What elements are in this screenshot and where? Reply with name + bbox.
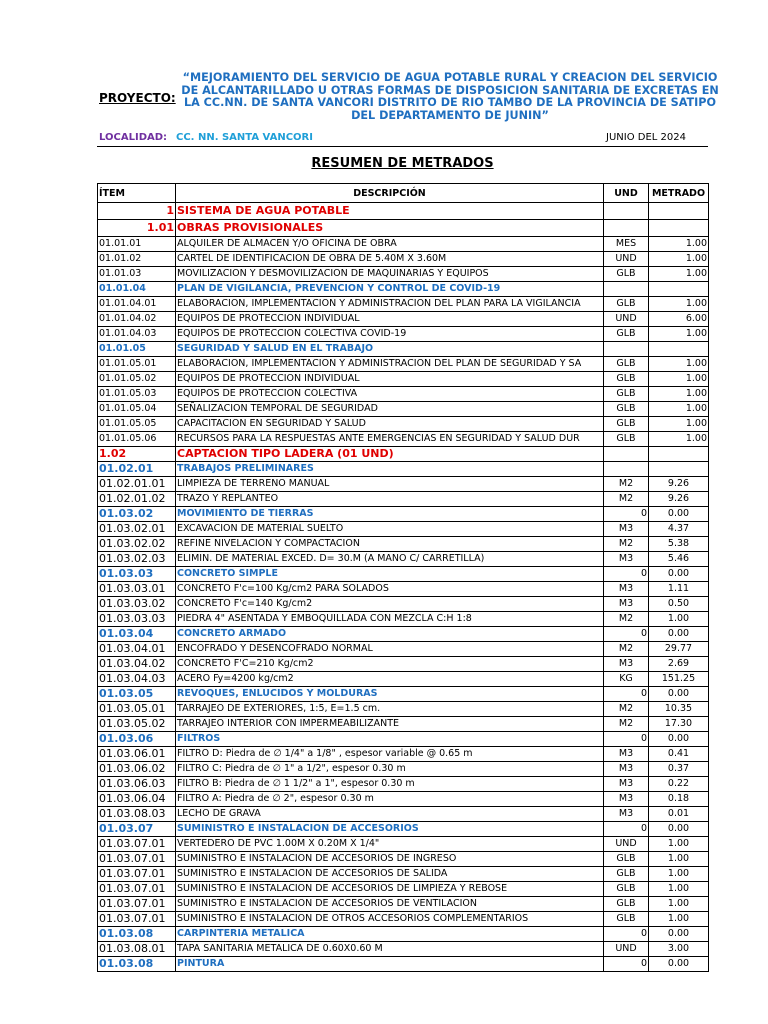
table-row xyxy=(98,927,709,942)
cell-descripcion: EQUIPOS DE PROTECCION COLECTIVA xyxy=(176,387,604,402)
cell-und: 0 xyxy=(604,927,649,942)
table-row xyxy=(98,387,709,402)
cell-und: M3 xyxy=(604,762,649,777)
table-row xyxy=(98,297,709,312)
cell-metrado: 1.00 xyxy=(649,267,709,282)
cell-metrado xyxy=(649,282,709,297)
cell-metrado: 0.00 xyxy=(649,732,709,747)
cell-und: 0 xyxy=(604,822,649,837)
cell-item: 01.02.01.02 xyxy=(98,492,176,507)
cell-descripcion: CONCRETO SIMPLE xyxy=(176,567,604,582)
cell-und: GLB xyxy=(604,387,649,402)
cell-item: 01.03.04 xyxy=(98,627,176,642)
cell-descripcion: SUMINISTRO E INSTALACION DE ACCESORIOS DE SALIDA xyxy=(176,867,604,882)
cell-item: 01.03.06.04 xyxy=(98,792,176,807)
table-row xyxy=(98,627,709,642)
table-row xyxy=(98,837,709,852)
table-row xyxy=(98,747,709,762)
cell-und: M3 xyxy=(604,777,649,792)
cell-descripcion: CAPTACION TIPO LADERA (01 UND) xyxy=(176,447,604,462)
cell-item: 01.03.03.01 xyxy=(98,582,176,597)
table-row xyxy=(98,852,709,867)
cell-item: 01.01.05.05 xyxy=(98,417,176,432)
cell-und: 0 xyxy=(604,687,649,702)
cell-und: 0 xyxy=(604,567,649,582)
table-row xyxy=(98,702,709,717)
cell-und: M3 xyxy=(604,582,649,597)
cell-descripcion: FILTRO D: Piedra de ∅ 1/4" a 1/8" , espesor variable @ 0.65 m xyxy=(176,747,604,762)
cell-item: 01.03.03 xyxy=(98,567,176,582)
cell-descripcion: SUMINISTRO E INSTALACION DE ACCESORIOS DE VENTILACION xyxy=(176,897,604,912)
table-row xyxy=(98,762,709,777)
cell-und xyxy=(604,220,649,237)
cell-und xyxy=(604,447,649,462)
cell-descripcion: PIEDRA 4" ASENTADA Y EMBOQUILLADA CON MEZCLA C:H 1:8 xyxy=(176,612,604,627)
cell-metrado: 10.35 xyxy=(649,702,709,717)
table-header-row xyxy=(98,184,709,203)
cell-descripcion: RECURSOS PARA LA RESPUESTAS ANTE EMERGENCIAS EN SEGURIDAD Y SALUD DUR xyxy=(176,432,604,447)
cell-metrado: 1.00 xyxy=(649,882,709,897)
cell-descripcion: ENCOFRADO Y DESENCOFRADO NORMAL xyxy=(176,642,604,657)
cell-item: 01.01.05.06 xyxy=(98,432,176,447)
cell-descripcion: CONCRETO ARMADO xyxy=(176,627,604,642)
cell-descripcion: PINTURA xyxy=(176,957,604,972)
table-row xyxy=(98,267,709,282)
cell-item: 01.03.05 xyxy=(98,687,176,702)
cell-item: 01.03.04.01 xyxy=(98,642,176,657)
cell-metrado: 0.41 xyxy=(649,747,709,762)
table-row xyxy=(98,897,709,912)
cell-item: 01.02.01 xyxy=(98,462,176,477)
table-row xyxy=(98,822,709,837)
cell-descripcion: LECHO DE GRAVA xyxy=(176,807,604,822)
cell-descripcion: SUMINISTRO E INSTALACION DE ACCESORIOS xyxy=(176,822,604,837)
cell-descripcion: SEGURIDAD Y SALUD EN EL TRABAJO xyxy=(176,342,604,357)
cell-und: GLB xyxy=(604,417,649,432)
cell-metrado: 0.00 xyxy=(649,822,709,837)
table-row xyxy=(98,792,709,807)
resumen-title: RESUMEN DE METRADOS xyxy=(311,156,494,171)
cell-item: 01.01.04 xyxy=(98,282,176,297)
table-row xyxy=(98,372,709,387)
cell-und: M3 xyxy=(604,807,649,822)
cell-und: GLB xyxy=(604,357,649,372)
cell-und xyxy=(604,462,649,477)
cell-metrado: 5.38 xyxy=(649,537,709,552)
cell-metrado: 0.01 xyxy=(649,807,709,822)
header-divider xyxy=(97,146,708,147)
cell-item: 01.03.08 xyxy=(98,927,176,942)
cell-descripcion: TRAZO Y REPLANTEO xyxy=(176,492,604,507)
cell-descripcion: CARTEL DE IDENTIFICACION DE OBRA DE 5.40M X 3.60M xyxy=(176,252,604,267)
cell-descripcion: FILTRO A: Piedra de ∅ 2", espesor 0.30 m xyxy=(176,792,604,807)
header-descripcion: DESCRIPCIÓN xyxy=(176,184,604,203)
cell-metrado xyxy=(649,462,709,477)
cell-metrado: 1.00 xyxy=(649,867,709,882)
cell-metrado: 6.00 xyxy=(649,312,709,327)
cell-metrado: 1.00 xyxy=(649,837,709,852)
cell-und: UND xyxy=(604,837,649,852)
cell-metrado: 0.22 xyxy=(649,777,709,792)
cell-descripcion: EQUIPOS DE PROTECCION INDIVIDUAL xyxy=(176,312,604,327)
header-metrado: METRADO xyxy=(649,184,709,203)
cell-descripcion: OBRAS PROVISIONALES xyxy=(176,220,604,237)
cell-metrado: 1.00 xyxy=(649,912,709,927)
table-row xyxy=(98,657,709,672)
cell-item: 01.01.04.02 xyxy=(98,312,176,327)
cell-descripcion: MOVILIZACION Y DESMOVILIZACION DE MAQUINARIAS Y EQUIPOS xyxy=(176,267,604,282)
cell-descripcion: REVOQUES, ENLUCIDOS Y MOLDURAS xyxy=(176,687,604,702)
cell-item: 01.01.05.04 xyxy=(98,402,176,417)
table-row xyxy=(98,882,709,897)
table-row xyxy=(98,567,709,582)
proyecto-label: PROYECTO: xyxy=(99,91,176,105)
header-item: ÍTEM xyxy=(98,184,176,203)
table-row xyxy=(98,717,709,732)
cell-item: 01.01.03 xyxy=(98,267,176,282)
cell-descripcion: REFINE NIVELACION Y COMPACTACION xyxy=(176,537,604,552)
cell-item: 01.03.04.02 xyxy=(98,657,176,672)
cell-und: GLB xyxy=(604,867,649,882)
cell-metrado: 29.77 xyxy=(649,642,709,657)
cell-und: M2 xyxy=(604,702,649,717)
cell-item: 01.03.05.01 xyxy=(98,702,176,717)
cell-und xyxy=(604,203,649,220)
cell-descripcion: ELIMIN. DE MATERIAL EXCED. D= 30.M (A MANO C/ CARRETILLA) xyxy=(176,552,604,567)
cell-descripcion: SISTEMA DE AGUA POTABLE xyxy=(176,203,604,220)
cell-und: 0 xyxy=(604,732,649,747)
cell-item: 01.03.07 xyxy=(98,822,176,837)
cell-und: M2 xyxy=(604,717,649,732)
cell-und: MES xyxy=(604,237,649,252)
cell-und: M3 xyxy=(604,597,649,612)
cell-metrado: 1.00 xyxy=(649,897,709,912)
cell-descripcion: PLAN DE VIGILANCIA, PREVENCION Y CONTROL DE COVID-19 xyxy=(176,282,604,297)
table-row xyxy=(98,552,709,567)
cell-metrado: 0.00 xyxy=(649,687,709,702)
cell-item: 01.03.07.01 xyxy=(98,897,176,912)
cell-metrado: 1.00 xyxy=(649,372,709,387)
table-row xyxy=(98,342,709,357)
table-row xyxy=(98,312,709,327)
cell-metrado: 4.37 xyxy=(649,522,709,537)
cell-metrado xyxy=(649,203,709,220)
cell-descripcion: FILTRO C: Piedra de ∅ 1" a 1/2", espesor 0.30 m xyxy=(176,762,604,777)
metrados-table xyxy=(97,183,709,972)
cell-und: M3 xyxy=(604,792,649,807)
cell-metrado: 0.00 xyxy=(649,957,709,972)
table-row xyxy=(98,537,709,552)
cell-metrado: 0.37 xyxy=(649,762,709,777)
cell-und: M3 xyxy=(604,747,649,762)
table-row xyxy=(98,282,709,297)
cell-metrado: 1.00 xyxy=(649,327,709,342)
cell-descripcion: TARRAJEO DE EXTERIORES, 1:5, E=1.5 cm. xyxy=(176,702,604,717)
cell-descripcion: TAPA SANITARIA METALICA DE 0.60X0.60 M xyxy=(176,942,604,957)
table-row xyxy=(98,612,709,627)
cell-und: M3 xyxy=(604,657,649,672)
table-row xyxy=(98,522,709,537)
table-row xyxy=(98,507,709,522)
cell-item: 1.02 xyxy=(98,447,176,462)
table-row xyxy=(98,357,709,372)
table-row xyxy=(98,942,709,957)
cell-descripcion: TRABAJOS PRELIMINARES xyxy=(176,462,604,477)
cell-metrado xyxy=(649,220,709,237)
table-row xyxy=(98,237,709,252)
cell-item: 01.01.01 xyxy=(98,237,176,252)
cell-und: M2 xyxy=(604,612,649,627)
cell-metrado xyxy=(649,447,709,462)
cell-item: 01.03.08.01 xyxy=(98,942,176,957)
cell-item: 01.03.03.03 xyxy=(98,612,176,627)
cell-und: M2 xyxy=(604,492,649,507)
cell-und: M2 xyxy=(604,537,649,552)
table-row xyxy=(98,462,709,477)
fecha: JUNIO DEL 2024 xyxy=(606,132,686,143)
table-row xyxy=(98,777,709,792)
cell-metrado: 0.00 xyxy=(649,927,709,942)
cell-und: UND xyxy=(604,252,649,267)
cell-item: 01.01.04.03 xyxy=(98,327,176,342)
cell-descripcion: FILTROS xyxy=(176,732,604,747)
cell-item: 01.01.05 xyxy=(98,342,176,357)
cell-descripcion: SUMINISTRO E INSTALACION DE OTROS ACCESORIOS COMPLEMENTARIOS xyxy=(176,912,604,927)
cell-und: KG xyxy=(604,672,649,687)
cell-item: 01.03.03.02 xyxy=(98,597,176,612)
cell-item: 01.01.02 xyxy=(98,252,176,267)
table-row xyxy=(98,672,709,687)
cell-item: 01.03.06.01 xyxy=(98,747,176,762)
cell-metrado: 2.69 xyxy=(649,657,709,672)
table-row xyxy=(98,732,709,747)
cell-metrado: 0.18 xyxy=(649,792,709,807)
table-row xyxy=(98,642,709,657)
cell-und: GLB xyxy=(604,912,649,927)
table-row xyxy=(98,220,709,237)
cell-metrado: 1.00 xyxy=(649,387,709,402)
cell-descripcion: CONCRETO F'C=210 Kg/cm2 xyxy=(176,657,604,672)
cell-item: 01.02.01.01 xyxy=(98,477,176,492)
cell-descripcion: CONCRETO F'c=140 Kg/cm2 xyxy=(176,597,604,612)
cell-metrado: 3.00 xyxy=(649,942,709,957)
table-row xyxy=(98,912,709,927)
table-row xyxy=(98,477,709,492)
cell-und: GLB xyxy=(604,327,649,342)
cell-descripcion: ACERO Fy=4200 kg/cm2 xyxy=(176,672,604,687)
cell-metrado: 0.00 xyxy=(649,567,709,582)
cell-item: 1.01 xyxy=(98,220,176,237)
table-row xyxy=(98,492,709,507)
cell-und: GLB xyxy=(604,402,649,417)
table-row xyxy=(98,327,709,342)
cell-metrado: 0.00 xyxy=(649,507,709,522)
table-row xyxy=(98,867,709,882)
cell-metrado: 17.30 xyxy=(649,717,709,732)
table-row xyxy=(98,597,709,612)
table-row xyxy=(98,252,709,267)
cell-metrado: 1.00 xyxy=(649,357,709,372)
cell-metrado: 9.26 xyxy=(649,492,709,507)
table-row xyxy=(98,402,709,417)
cell-metrado: 1.11 xyxy=(649,582,709,597)
cell-item: 01.01.05.03 xyxy=(98,387,176,402)
cell-descripcion: SUMINISTRO E INSTALACION DE ACCESORIOS DE INGRESO xyxy=(176,852,604,867)
cell-metrado: 0.50 xyxy=(649,597,709,612)
table-body xyxy=(98,203,709,972)
cell-item: 01.03.07.01 xyxy=(98,882,176,897)
cell-und: M3 xyxy=(604,552,649,567)
cell-item: 01.03.02.01 xyxy=(98,522,176,537)
cell-und xyxy=(604,342,649,357)
cell-item: 01.03.02.03 xyxy=(98,552,176,567)
cell-item: 01.01.04.01 xyxy=(98,297,176,312)
cell-descripcion: MOVIMIENTO DE TIERRAS xyxy=(176,507,604,522)
cell-und: GLB xyxy=(604,372,649,387)
cell-descripcion: EQUIPOS DE PROTECCION COLECTIVA COVID-19 xyxy=(176,327,604,342)
cell-und xyxy=(604,282,649,297)
cell-metrado: 1.00 xyxy=(649,402,709,417)
cell-metrado: 1.00 xyxy=(649,297,709,312)
cell-und: M3 xyxy=(604,522,649,537)
cell-item: 1 xyxy=(98,203,176,220)
cell-item: 01.03.04.03 xyxy=(98,672,176,687)
cell-descripcion: CONCRETO F'c=100 Kg/cm2 PARA SOLADOS xyxy=(176,582,604,597)
table-row xyxy=(98,203,709,220)
cell-descripcion: EQUIPOS DE PROTECCION INDIVIDUAL xyxy=(176,372,604,387)
localidad-value: CC. NN. SANTA VANCORI xyxy=(176,132,313,143)
table-row xyxy=(98,582,709,597)
cell-item: 01.03.05.02 xyxy=(98,717,176,732)
table-row xyxy=(98,687,709,702)
cell-descripcion: VERTEDERO DE PVC 1.00M X 0.20M X 1/4" xyxy=(176,837,604,852)
cell-item: 01.03.07.01 xyxy=(98,852,176,867)
table-row xyxy=(98,417,709,432)
cell-item: 01.03.08 xyxy=(98,957,176,972)
cell-metrado: 9.26 xyxy=(649,477,709,492)
cell-descripcion: TARRAJEO INTERIOR CON IMPERMEABILIZANTE xyxy=(176,717,604,732)
cell-metrado: 1.00 xyxy=(649,417,709,432)
table-row xyxy=(98,807,709,822)
cell-descripcion: ELABORACION, IMPLEMENTACION Y ADMINISTRACION DEL PLAN PARA LA VIGILANCIA xyxy=(176,297,604,312)
cell-metrado: 1.00 xyxy=(649,852,709,867)
cell-metrado: 151.25 xyxy=(649,672,709,687)
cell-und: GLB xyxy=(604,432,649,447)
table-row xyxy=(98,957,709,972)
cell-descripcion: FILTRO B: Piedra de ∅ 1 1/2" a 1", espesor 0.30 m xyxy=(176,777,604,792)
cell-und: 0 xyxy=(604,627,649,642)
cell-item: 01.01.05.01 xyxy=(98,357,176,372)
cell-descripcion: SEÑALIZACION TEMPORAL DE SEGURIDAD xyxy=(176,402,604,417)
localidad-label: LOCALIDAD: xyxy=(99,132,168,143)
cell-descripcion: SUMINISTRO E INSTALACION DE ACCESORIOS DE LIMPIEZA Y REBOSE xyxy=(176,882,604,897)
proyecto-title: “MEJORAMIENTO DEL SERVICIO DE AGUA POTABLE RURAL Y CREACION DEL SERVICIO DE ALCANTARILLADO U OTRAS FORMAS DE DISPOSICION SANITARIA DE EXCRETAS EN LA CC.NN. DE SANTA VANCORI DISTRITO DE RIO TAMBO DE LA PROVINCIA DE SATIPO DEL DEPARTAMENTO DE JUNIN” xyxy=(181,71,719,122)
cell-metrado: 1.00 xyxy=(649,432,709,447)
cell-und: GLB xyxy=(604,897,649,912)
cell-und: 0 xyxy=(604,507,649,522)
cell-und: GLB xyxy=(604,297,649,312)
cell-item: 01.01.05.02 xyxy=(98,372,176,387)
table-row xyxy=(98,447,709,462)
cell-und: GLB xyxy=(604,852,649,867)
cell-descripcion: CARPINTERIA METALICA xyxy=(176,927,604,942)
cell-metrado: 0.00 xyxy=(649,627,709,642)
cell-und: GLB xyxy=(604,267,649,282)
cell-metrado: 1.00 xyxy=(649,612,709,627)
cell-metrado: 1.00 xyxy=(649,252,709,267)
cell-und: M2 xyxy=(604,477,649,492)
cell-item: 01.03.07.01 xyxy=(98,912,176,927)
cell-und: UND xyxy=(604,942,649,957)
cell-item: 01.03.06.03 xyxy=(98,777,176,792)
cell-metrado xyxy=(649,342,709,357)
cell-descripcion: EXCAVACION DE MATERIAL SUELTO xyxy=(176,522,604,537)
cell-item: 01.03.06 xyxy=(98,732,176,747)
table-row xyxy=(98,432,709,447)
cell-und: 0 xyxy=(604,957,649,972)
cell-item: 01.03.02 xyxy=(98,507,176,522)
header-und: UND xyxy=(604,184,649,203)
cell-item: 01.03.08.03 xyxy=(98,807,176,822)
cell-item: 01.03.07.01 xyxy=(98,837,176,852)
cell-item: 01.03.02.02 xyxy=(98,537,176,552)
cell-metrado: 1.00 xyxy=(649,237,709,252)
cell-descripcion: ALQUILER DE ALMACEN Y/O OFICINA DE OBRA xyxy=(176,237,604,252)
cell-und: UND xyxy=(604,312,649,327)
cell-descripcion: LIMPIEZA DE TERRENO MANUAL xyxy=(176,477,604,492)
cell-und: GLB xyxy=(604,882,649,897)
cell-item: 01.03.07.01 xyxy=(98,867,176,882)
cell-item: 01.03.06.02 xyxy=(98,762,176,777)
cell-descripcion: ELABORACION, IMPLEMENTACION Y ADMINISTRACION DEL PLAN DE SEGURIDAD Y SA xyxy=(176,357,604,372)
cell-metrado: 5.46 xyxy=(649,552,709,567)
cell-und: M2 xyxy=(604,642,649,657)
cell-descripcion: CAPACITACION EN SEGURIDAD Y SALUD xyxy=(176,417,604,432)
